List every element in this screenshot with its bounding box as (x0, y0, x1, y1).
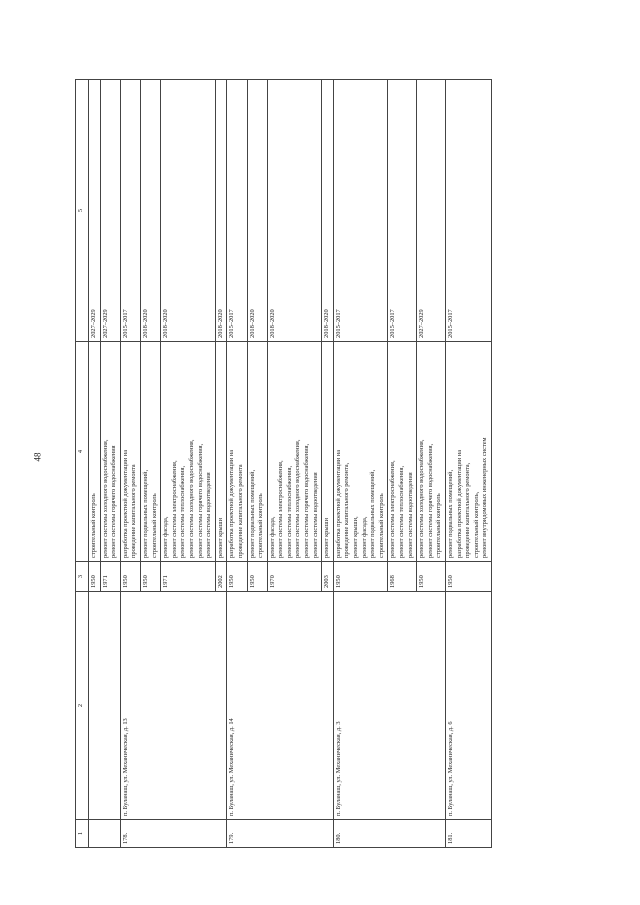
works-cell (333, 342, 388, 562)
work-item: строительный контроль (257, 493, 265, 558)
address-cell (89, 592, 121, 820)
works-cell (388, 342, 417, 562)
period-cell: 2015–2017 (120, 80, 140, 342)
repair-schedule-table (75, 79, 492, 848)
works-cell (140, 342, 160, 562)
column-header: 5 (76, 80, 89, 342)
work-item: ремонт крыши, (352, 516, 360, 558)
period-cell: 2015–2017 (227, 80, 247, 342)
work-item: ремонт фасада, (268, 516, 276, 558)
period-cell: 2027–2029 (417, 80, 446, 342)
work-item: ремонт внутридомовых инженерных систем (481, 437, 489, 558)
column-header: 4 (76, 342, 89, 562)
work-item: ремонт крыши (216, 517, 224, 558)
period-cell: 2015–2017 (388, 80, 417, 342)
works-cell (120, 342, 140, 562)
works-cell (100, 342, 120, 562)
period-cell: 2027–2029 (89, 80, 101, 342)
work-item: проведение капитального ремонта (130, 464, 138, 558)
work-item: ремонт подвальных помещений, (248, 469, 256, 558)
work-item: ремонт подвальных помещений, (446, 469, 454, 558)
year-cell: 1971 (161, 562, 216, 592)
column-header: 3 (76, 562, 89, 592)
work-item: ремонт системы горячего водоснабжения (110, 445, 118, 558)
work-item: проведение капитального ремонта (236, 464, 244, 558)
year-cell: 1970 (267, 562, 322, 592)
year-cell: 1950 (140, 562, 160, 592)
work-item: ремонт системы холодного водоснабжения, (294, 439, 302, 558)
table-row (333, 80, 388, 848)
work-item: ремонт системы горячего водоснабжения, (196, 443, 204, 558)
address-cell: п. Буланаш, ул. Механическая, д. 3 (333, 592, 445, 820)
period-cell: 2018–2020 (322, 80, 334, 342)
period-cell: 2015–2017 (333, 80, 388, 342)
period-cell: 2018–2020 (140, 80, 160, 342)
work-item: строительный контроль, (472, 491, 480, 558)
table-row (445, 80, 491, 848)
work-item: ремонт системы холодного водоснабжения, (187, 439, 195, 558)
work-item: ремонт системы электроснабжения, (277, 460, 285, 558)
page-number: 48 (32, 452, 43, 462)
work-item: проведение капитального ремонта, (464, 462, 472, 558)
period-cell: 2027–2029 (100, 80, 120, 342)
period-cell: 2018–2020 (247, 80, 267, 342)
row-number-cell: 181. (445, 820, 491, 848)
work-item: разработка проектной документации на (228, 449, 236, 558)
table-row (89, 80, 101, 848)
work-item: ремонт фасада, (162, 516, 170, 558)
work-item: ремонт системы холодного водоснабжения, (418, 439, 426, 558)
row-number-cell: 178. (120, 820, 227, 848)
row-number-cell: 179. (227, 820, 334, 848)
period-cell: 2015–2017 (445, 80, 491, 342)
row-number-cell: 180. (333, 820, 445, 848)
address-cell: п. Буланаш, ул. Механическая, д. 6 (445, 592, 491, 820)
address-cell: п. Буланаш, ул. Механическая, д. 14 (227, 592, 334, 820)
work-item: ремонт системы теплоснабжения, (398, 465, 405, 558)
year-cell: 1950 (89, 562, 101, 592)
table-body (89, 80, 492, 848)
year-cell: 1950 (333, 562, 388, 592)
year-cell: 1968 (388, 562, 417, 592)
year-cell: 1950 (445, 562, 491, 592)
year-cell: 1950 (417, 562, 446, 592)
work-item: строительный контроль (377, 493, 385, 558)
address-cell: п. Буланаш, ул. Механическая, д. 13 (120, 592, 227, 820)
works-cell (161, 342, 216, 562)
works-cell (417, 342, 446, 562)
work-item: ремонт системы водоотведения (205, 472, 213, 558)
column-header: 2 (76, 592, 89, 820)
work-item: ремонт системы теплоснабжения, (285, 465, 293, 558)
works-cell (247, 342, 267, 562)
work-item: строительный контроль (435, 493, 443, 558)
work-item: ремонт крыши (323, 517, 331, 558)
works-cell (215, 342, 227, 562)
year-cell: 1950 (247, 562, 267, 592)
table-row (227, 80, 247, 848)
works-cell (227, 342, 247, 562)
work-item: разработка проектной документации на (334, 449, 342, 558)
works-cell (322, 342, 334, 562)
period-cell: 2018–2020 (161, 80, 216, 342)
works-cell (267, 342, 322, 562)
year-cell: 1950 (227, 562, 247, 592)
work-item: ремонт фасада, (360, 516, 368, 558)
work-item: ремонт системы горячего водоснабжения, (303, 443, 311, 558)
work-item: ремонт системы электроснабжения, (170, 460, 178, 558)
work-item: ремонт подвальных помещений, (369, 469, 377, 558)
year-cell: 1950 (120, 562, 140, 592)
column-header: 1 (76, 820, 89, 848)
work-item: ремонт системы водоотведения (311, 472, 319, 558)
year-cell: 2003 (322, 562, 334, 592)
rotated-table-container (75, 80, 575, 848)
work-item: разработка проектной документации на (455, 449, 463, 558)
work-item: ремонт системы теплоснабжения, (179, 465, 187, 558)
work-item: проведение капитального ремонта, (343, 462, 351, 558)
table-header-row (76, 80, 89, 848)
period-cell: 2018–2020 (267, 80, 322, 342)
year-cell: 1971 (100, 562, 120, 592)
work-item: ремонт системы горячего водоснабжения, (426, 443, 434, 558)
work-item: ремонт системы электроснабжения, (389, 460, 397, 558)
row-number-cell (89, 820, 121, 848)
table-row (120, 80, 140, 848)
work-item: ремонт системы холодного водоснабжения, (101, 439, 109, 558)
work-item: ремонт системы водоотведения (406, 472, 414, 558)
year-cell: 2002 (215, 562, 227, 592)
period-cell: 2018–2020 (215, 80, 227, 342)
work-item: разработка проектной документации на (121, 449, 129, 558)
work-item: строительный контроль (150, 493, 158, 558)
works-cell (89, 342, 101, 562)
work-item: строительный контроль (90, 493, 97, 558)
works-cell (445, 342, 491, 562)
work-item: ремонт подвальных помещений, (141, 469, 149, 558)
